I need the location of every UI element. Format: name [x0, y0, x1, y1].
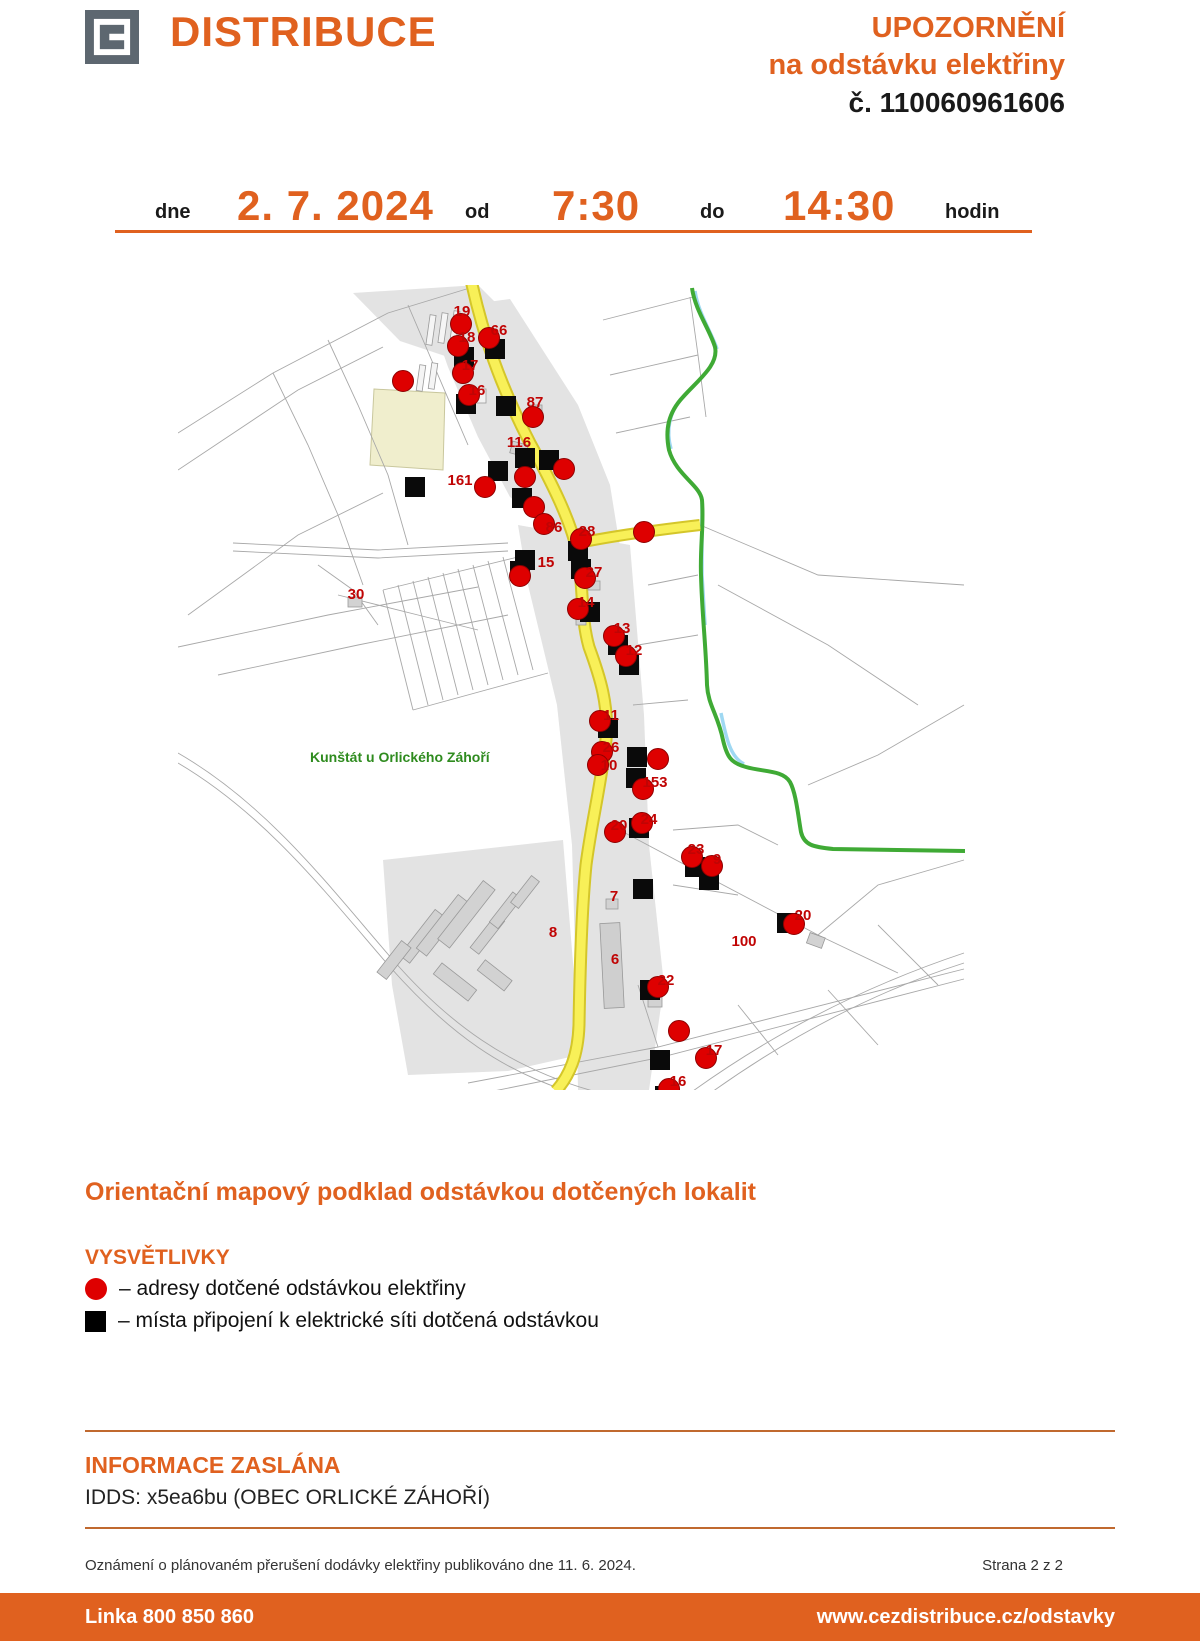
- publication-footnote: Oznámení o plánovaném přerušení dodávky elektřiny publikováno dne 11. 6. 2024.: [85, 1557, 636, 1574]
- connection-square-marker: [633, 879, 653, 899]
- od-label: od: [465, 201, 490, 223]
- hodin-label: hodin: [945, 201, 1000, 223]
- marker-number-label: 153: [642, 774, 668, 791]
- marker-number-label: 17: [705, 1042, 723, 1059]
- marker-number-label: 9: [712, 851, 722, 868]
- marker-number-label: 116: [506, 434, 532, 451]
- marker-number-label: 11: [603, 707, 619, 724]
- marker-number-label: 7: [609, 888, 619, 905]
- address-circle-marker: [515, 467, 536, 488]
- connection-square-marker: [627, 747, 647, 767]
- legend-row-addresses: [85, 1277, 466, 1301]
- marker-number-label: 87: [526, 394, 544, 411]
- notice-block: [768, 10, 1065, 121]
- legend-title: VYSVĚTLIVKY: [85, 1246, 230, 1269]
- marker-number-label: 161: [447, 472, 473, 489]
- legend-row-connections: [85, 1309, 599, 1333]
- black-square-icon: [85, 1311, 106, 1332]
- connection-square-marker: [515, 448, 535, 468]
- address-circle-marker: [648, 749, 669, 770]
- marker-number-label: 20: [610, 817, 628, 834]
- address-circle-marker: [669, 1021, 690, 1042]
- legend-text-connections: – místa připojení k elektrické síti dotčená odstávkou: [118, 1309, 599, 1332]
- connection-square-marker: [496, 396, 516, 416]
- marker-number-label: 16: [468, 382, 486, 399]
- hotline-number: Linka 800 850 860: [85, 1606, 255, 1628]
- notice-subtitle: na odstávku elektřiny: [768, 49, 1065, 81]
- marker-number-label: 12: [625, 642, 643, 659]
- marker-number-label: 66: [490, 322, 508, 339]
- address-circle-marker: [634, 522, 655, 543]
- info-idds: IDDS: x5ea6bu (OBEC ORLICKÉ ZÁHOŘÍ): [85, 1486, 490, 1509]
- marker-number-label: 19: [453, 303, 471, 320]
- field-area: [370, 389, 445, 470]
- marker-number-label: 23: [687, 841, 705, 858]
- do-label: do: [700, 201, 725, 223]
- marker-number-label: 6: [610, 951, 620, 968]
- connection-square-marker: [405, 477, 425, 497]
- address-circle-marker: [393, 371, 414, 392]
- outage-date: 2. 7. 2024: [237, 182, 434, 229]
- marker-number-label: 24: [640, 811, 658, 828]
- connection-square-marker: [650, 1050, 670, 1070]
- marker-number-label: 30: [347, 586, 365, 603]
- map-caption: Orientační mapový podklad odstávkou dotčených lokalit: [85, 1178, 756, 1206]
- marker-number-label: 27: [585, 564, 603, 581]
- marker-number-label: 15: [537, 554, 555, 571]
- to-time: 14:30: [783, 182, 896, 229]
- marker-number-label: 20: [794, 907, 812, 924]
- place-name-label: [310, 749, 491, 765]
- info-sent-title: INFORMACE ZASLÁNA: [85, 1452, 341, 1478]
- marker-number-label: 86: [545, 519, 563, 536]
- marker-number-label: 10: [600, 757, 618, 774]
- marker-number-label: 17: [461, 357, 479, 374]
- page-number: Strana 2 z 2: [982, 1557, 1063, 1574]
- dne-label: dne: [155, 201, 191, 223]
- divider-bottom: [85, 1527, 1115, 1529]
- outages-url[interactable]: www.cezdistribuce.cz/odstavky: [816, 1606, 1115, 1628]
- brand-wordmark: DISTRIBUCE: [170, 8, 437, 55]
- marker-number-label: 13: [613, 620, 631, 637]
- schedule-underline: [115, 230, 1032, 233]
- footer-bar: [0, 1593, 1200, 1641]
- notice-number: č. 110060961606: [848, 87, 1065, 118]
- marker-number-label: 22: [657, 972, 675, 989]
- divider-top: [85, 1430, 1115, 1432]
- marker-number-label: 18: [458, 329, 476, 346]
- outage-map: [178, 285, 965, 1090]
- marker-number-label: 28: [578, 523, 596, 540]
- river-green-line: [667, 288, 965, 851]
- legend-text-addresses: – adresy dotčené odstávkou elektřiny: [119, 1277, 466, 1300]
- marker-number-label: 8: [548, 924, 558, 941]
- address-circle-marker: [510, 566, 531, 587]
- notice-title: UPOZORNĚNÍ: [871, 12, 1065, 44]
- from-time: 7:30: [552, 182, 641, 229]
- marker-number-label: 26: [602, 739, 620, 756]
- marker-number-label: 100: [731, 933, 757, 950]
- cez-logo-icon: [85, 10, 139, 64]
- marker-number-label: 14: [577, 594, 595, 611]
- place-name-text: Kunštát u Orlického Záhoří: [310, 749, 490, 765]
- address-circle-marker: [475, 477, 496, 498]
- address-circle-marker: [554, 459, 575, 480]
- marker-number-label: 16: [669, 1073, 687, 1090]
- red-circle-icon: [85, 1278, 107, 1300]
